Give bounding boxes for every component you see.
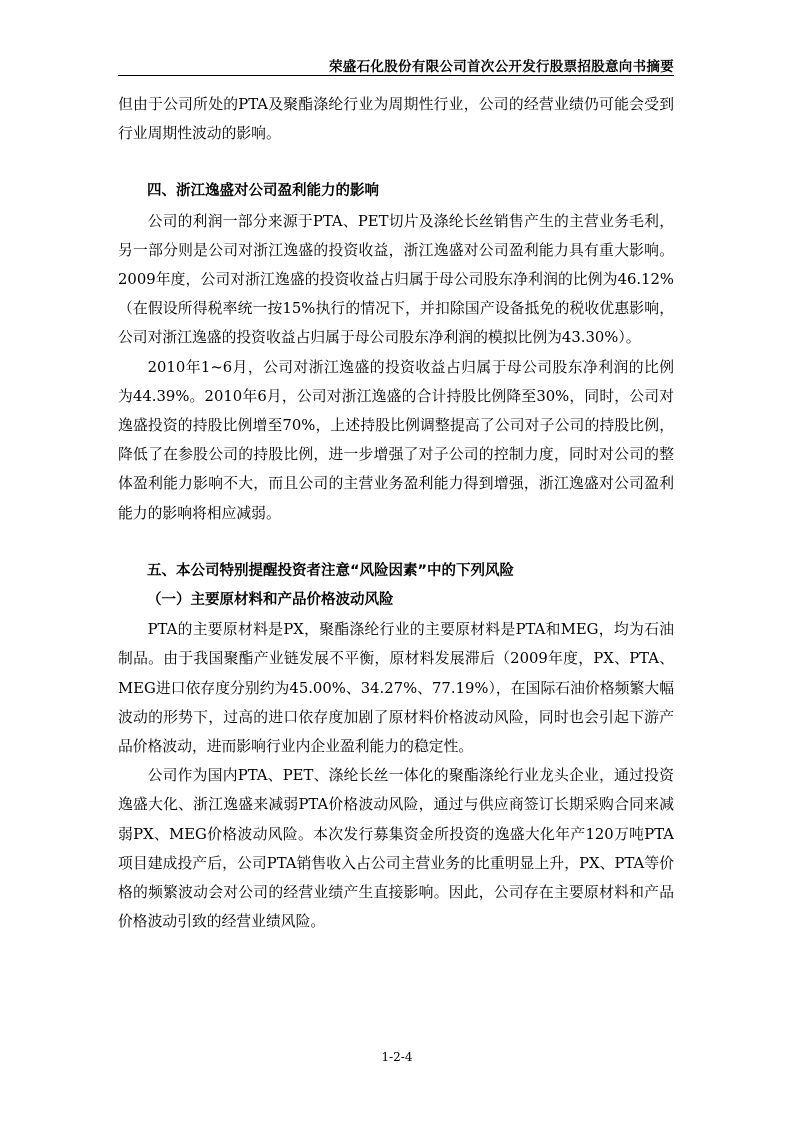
continuation-paragraph: 但由于公司所处的PTA及聚酯涤纶行业为周期性行业，公司的经营业绩仍可能会受到行业周期性波动的影响。	[118, 96, 674, 143]
section-5-paragraph-1: PTA的主要原材料是PX，聚酯涤纶行业的主要原材料是PTA和MEG，均为石油制品。由于我国聚酯产业链发展不平衡，原材料发展滞后（2009年度，PX、PTA、MEG进口依存度分别约为45.00%、34.27%、77.19%），在国际石油价格频繁大幅波动的形势下，过高的进口依存度加剧了原材料价格波动风险，同时也会引起下游产品价格波动，进而影响行业内企业盈利能力的稳定性。	[118, 621, 674, 756]
section-spacer	[118, 528, 674, 557]
section-4-paragraph-1: 公司的利润一部分来源于PTA、PET切片及涤纶长丝销售产生的主营业务毛利，另一部分则是公司对浙江逸盛的投资收益，浙江逸盛对公司盈利能力具有重大影响。2009年度，公司对浙江逸盛的投资收益占归属于母公司股东净利润的比例为46.12%（在假设所得税率统一按15%执行的情况下，并扣除国产设备抵免的税收优惠影响，公司对浙江逸盛的投资收益占归属于母公司股东净利润的模拟比例为43.30%）。	[118, 212, 674, 347]
page-body	[118, 90, 674, 936]
section-4-heading: 四、浙江逸盛对公司盈利能力的影响	[147, 183, 379, 200]
section-4-paragraph-2: 2010年1~6月，公司对浙江逸盛的投资收益占归属于母公司股东净利润的比例为44.39%。2010年6月，公司对浙江逸盛的合计持股比例降至30%，同时，公司对逸盛投资的持股比例增至70%，上述持股比例调整提高了公司对子公司的持股比例，降低了在参股公司的持股比例，进一步增强了对子公司的控制力度，同时对公司的整体盈利能力影响不大，而且公司的主营业务盈利能力得到增强，浙江逸盛对公司盈利能力的影响将相应减弱。	[118, 358, 674, 522]
page-number: 1-2-4	[381, 1050, 413, 1064]
header-divider	[118, 75, 674, 76]
section-5-paragraph-2: 公司作为国内PTA、PET、涤纶长丝一体化的聚酯涤纶行业龙头企业，通过投资逸盛大化、浙江逸盛来减弱PTA价格波动风险，通过与供应商签订长期采购合同来减弱PX、MEG价格波动风险。本次发行募集资金所投资的逸盛大化年产120万吨PTA项目建成投产后，公司PTA销售收入占公司主营业务的比重明显上升，PX、PTA等价格的频繁波动会对公司的经营业绩产生直接影响。因此，公司存在主要原材料和产品价格波动引致的经营业绩风险。	[118, 767, 674, 931]
section-5-heading: 五、本公司特别提醒投资者注意“风险因素”中的下列风险	[147, 562, 515, 579]
section-spacer	[118, 148, 674, 177]
section-5-subheading: （一）主要原材料和产品价格波动风险	[147, 592, 394, 609]
document-header-title: 荣盛石化股份有限公司首次公开发行股票招股意向书摘要	[329, 59, 674, 75]
